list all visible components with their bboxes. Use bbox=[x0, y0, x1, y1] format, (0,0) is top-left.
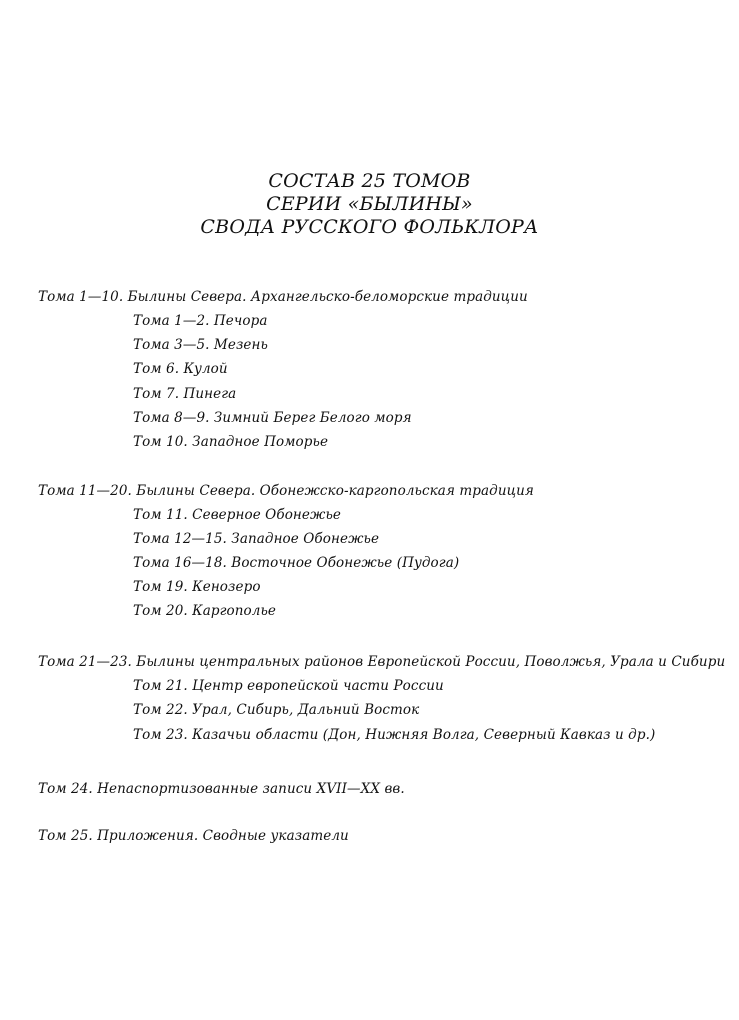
list-item: Тома 16—18. Восточное Обонежье (Пудога) bbox=[133, 555, 460, 571]
group-heading-3: Тома 21—23. Былины центральных районов Европейской России, Поволжья, Урала и Сибири bbox=[38, 654, 726, 670]
list-item: Том 22. Урал, Сибирь, Дальний Восток bbox=[133, 702, 420, 718]
list-item: Том 10. Западное Поморье bbox=[133, 434, 329, 450]
title-line-1: СОСТАВ 25 ТОМОВ bbox=[268, 170, 471, 192]
title-line-3: СВОДА РУССКОГО ФОЛЬКЛОРА bbox=[200, 216, 539, 238]
group-heading-1: Тома 1—10. Былины Севера. Архангельско-беломорские традиции bbox=[38, 289, 528, 305]
page-title bbox=[0, 170, 739, 239]
list-item: Том 11. Северное Обонежье bbox=[133, 507, 341, 523]
list-item: Тома 8—9. Зимний Берег Белого моря bbox=[133, 410, 412, 426]
list-item: Том 23. Казачьи области (Дон, Нижняя Волга, Северный Кавказ и др.) bbox=[133, 727, 656, 743]
list-item: Том 20. Каргополье bbox=[133, 603, 277, 619]
volume-25: Том 25. Приложения. Сводные указатели bbox=[38, 828, 349, 844]
list-item: Том 7. Пинега bbox=[133, 386, 237, 402]
volume-24: Том 24. Непаспортизованные записи XVII—XX вв. bbox=[38, 781, 405, 797]
list-item: Том 19. Кенозеро bbox=[133, 579, 261, 595]
list-item: Тома 3—5. Мезень bbox=[133, 337, 268, 353]
list-item: Тома 1—2. Печора bbox=[133, 313, 268, 329]
group-heading-2: Тома 11—20. Былины Севера. Обонежско-каргопольская традиция bbox=[38, 483, 534, 499]
list-item: Том 21. Центр европейской части России bbox=[133, 678, 444, 694]
list-item: Том 6. Кулой bbox=[133, 361, 228, 377]
list-item: Тома 12—15. Западное Обонежье bbox=[133, 531, 380, 547]
title-line-2: СЕРИИ «БЫЛИНЫ» bbox=[266, 193, 473, 215]
